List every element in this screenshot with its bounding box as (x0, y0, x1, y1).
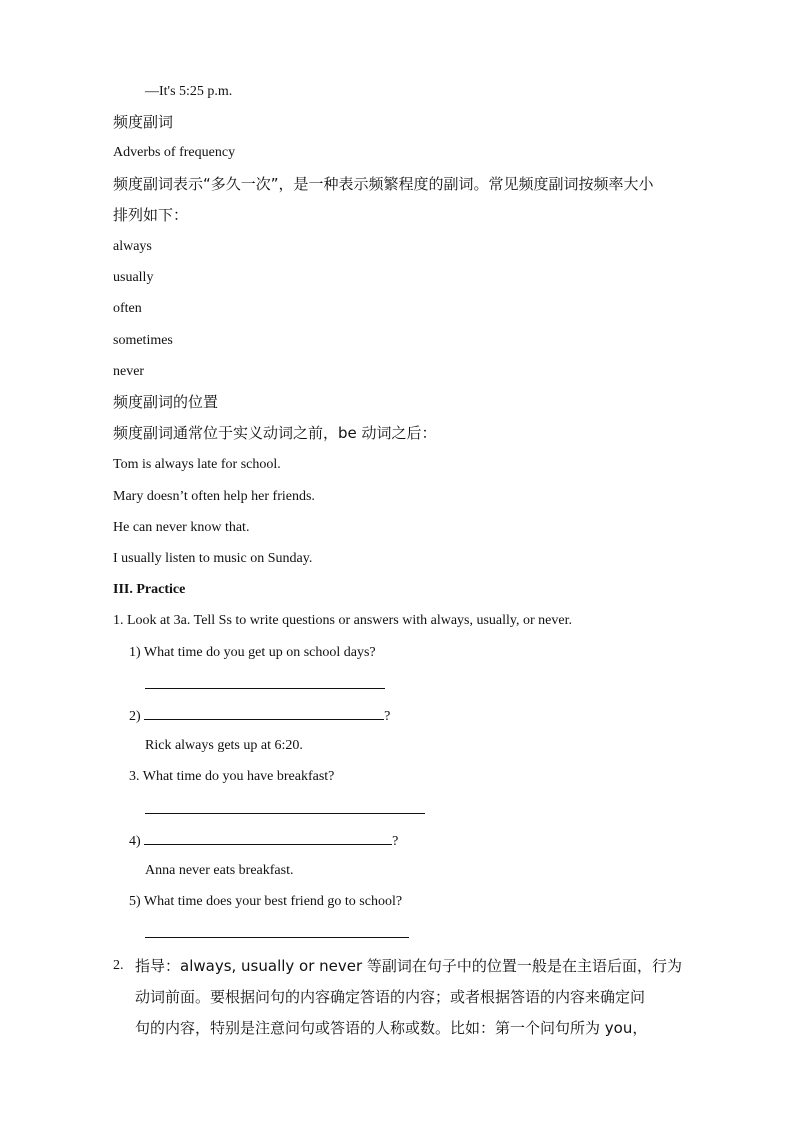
question-blank-2[interactable] (144, 705, 384, 720)
example-sentence: Mary doesn’t often help her friends. (113, 489, 315, 504)
task-2-guidance-line-3: 句的内容，特别是注意问句或答语的人称或数。比如：第一个问句所为 you， (135, 1019, 648, 1037)
question-2-number: 2) (129, 709, 145, 724)
intro-paragraph-line-1: 频度副词表示“多久一次”，是一种表示频繁程度的副词。常见频度副词按频率大小 (113, 175, 654, 193)
adverb-item: never (113, 364, 145, 379)
time-answer-line: —It's 5:25 p.m. (145, 84, 233, 99)
example-sentence: He can never know that. (113, 520, 250, 535)
section-heading-cn: 频度副词 (113, 113, 174, 131)
task-2-guidance-line-1: 指导：always, usually or never 等副词在句子中的位置一般是在主语后面，行为 (135, 957, 682, 975)
answer-4: Anna never eats breakfast. (145, 863, 294, 878)
question-blank-4[interactable] (144, 830, 392, 845)
task-1-instruction: 1. Look at 3a. Tell Ss to write questions or answers with always, usually, or never. (113, 613, 572, 628)
answer-blank-3[interactable] (145, 799, 425, 821)
adverb-item: sometimes (113, 333, 173, 348)
question-4-mark: ? (392, 834, 399, 849)
question-4 (129, 830, 398, 852)
adverb-item: always (113, 239, 152, 254)
answer-blank-1[interactable] (145, 674, 385, 696)
example-sentence: Tom is always late for school. (113, 457, 281, 472)
intro-paragraph-line-2: 排列如下： (113, 206, 189, 224)
task-2-number: 2. (113, 958, 124, 973)
task-2-guidance-line-2: 动词前面。要根据问句的内容确定答语的内容；或者根据答语的内容来确定问 (135, 988, 646, 1006)
section-heading-en: Adverbs of frequency (113, 145, 236, 160)
position-rule: 频度副词通常位于实义动词之前，be 动词之后： (113, 424, 437, 442)
question-4-number: 4) (129, 834, 145, 849)
question-3: 3. What time do you have breakfast? (129, 769, 335, 784)
adverb-item: usually (113, 270, 154, 285)
answer-2: Rick always gets up at 6:20. (145, 738, 303, 753)
practice-section-title: III. Practice (113, 582, 186, 597)
question-2 (129, 705, 390, 727)
question-5: 5) What time does your best friend go to school? (129, 894, 403, 909)
question-2-mark: ? (384, 709, 391, 724)
question-1: 1) What time do you get up on school days? (129, 645, 376, 660)
answer-blank-5[interactable] (145, 923, 409, 945)
example-sentence: I usually listen to music on Sunday. (113, 551, 313, 566)
position-heading: 频度副词的位置 (113, 393, 219, 411)
adverb-item: often (113, 301, 142, 316)
